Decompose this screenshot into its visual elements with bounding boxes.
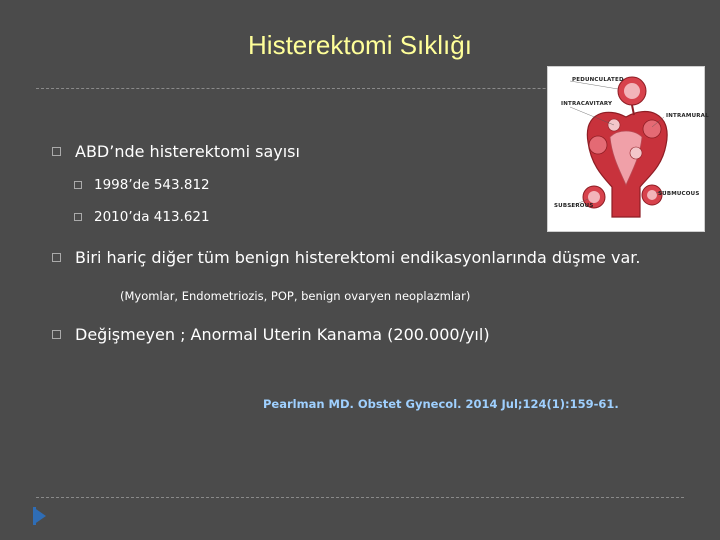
square-bullet-icon xyxy=(74,213,82,221)
bullet-hysterectomy-count xyxy=(52,142,300,161)
label-submucous: SUBMUCOUS xyxy=(658,191,700,197)
square-bullet-icon xyxy=(74,181,82,189)
citation: Pearlman MD. Obstet Gynecol. 2014 Jul;124(1):159-61. xyxy=(263,397,619,411)
label-intramural: INTRAMURAL xyxy=(666,113,709,119)
uterine-fibroids-illustration xyxy=(547,66,709,232)
square-bullet-icon xyxy=(52,147,61,156)
bullet-text: 1998’de 543.812 xyxy=(94,177,210,193)
bottom-divider xyxy=(36,497,684,498)
bullet-text: ABD’nde histerektomi sayısı xyxy=(75,142,300,161)
label-intracavitary: INTRACAVITARY xyxy=(561,101,613,107)
bullet-benign-indications xyxy=(52,248,640,267)
label-pedunculated: PEDUNCULATED xyxy=(572,77,624,83)
bullet-abnormal-bleeding xyxy=(52,325,490,344)
slide-title: Histerektomi Sıklığı xyxy=(248,30,472,60)
sub-bullet-2010 xyxy=(74,209,210,225)
bullet-text: Biri hariç diğer tüm benign histerektomi endikasyonlarında düşme var. xyxy=(75,248,641,267)
sub-bullet-1998 xyxy=(74,177,210,193)
label-subserous: SUBSEROUS xyxy=(554,203,594,209)
bullet-text: Değişmeyen ; Anormal Uterin Kanama (200.000/yıl) xyxy=(75,325,490,344)
square-bullet-icon xyxy=(52,253,61,262)
next-slide-arrow-icon[interactable] xyxy=(33,507,46,525)
indications-note: (Myomlar, Endometriozis, POP, benign ovaryen neoplazmlar) xyxy=(120,289,471,303)
bullet-text: 2010’da 413.621 xyxy=(94,209,210,225)
square-bullet-icon xyxy=(52,330,61,339)
